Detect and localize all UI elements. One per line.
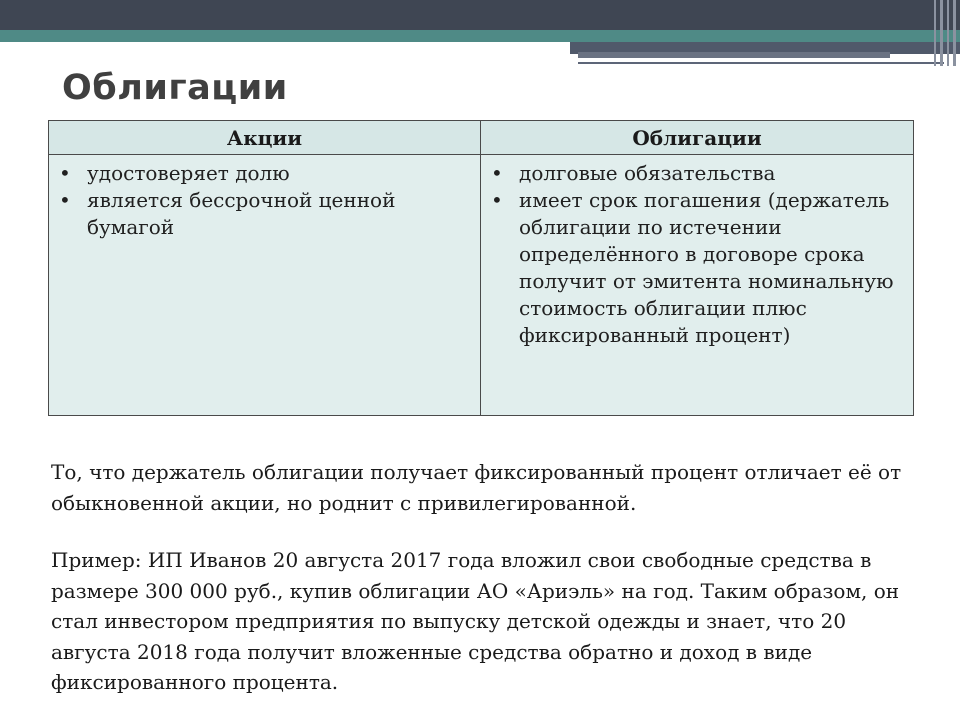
header-stocks: Акции	[49, 121, 481, 155]
list-item: • долговые обязательства	[487, 160, 907, 187]
list-item: • является бессрочной ценной бумагой	[55, 187, 474, 241]
comparison-table	[48, 120, 914, 416]
list-item: • имеет срок погашения (держатель облигации по истечении определённого в договоре срока получит от эмитента номинальную стоимость облигации плюс фиксированный процент)	[487, 187, 907, 349]
slide-teal-stripe	[0, 30, 960, 42]
example-paragraph: Пример: ИП Иванов 20 августа 2017 года вложил свои свободные средства в размере 300 000 руб., купив облигации АО «Ариэль» на год. Таким образом, он стал инвестором предприятия по выпуску детской одежды и знает, что 20 августа 2018 года получит вложенные средства обратно и доход в виде фиксированного процента.	[51, 548, 900, 694]
slide-top-bar	[0, 0, 960, 30]
explanation-paragraph: То, что держатель облигации получает фиксированный процент отличает её от обыкновенной акции, но роднит с привилегированной.	[51, 460, 902, 515]
bonds-cell	[481, 155, 914, 416]
table-header-row	[49, 121, 914, 155]
slide-gray-stripe-inner	[578, 52, 890, 58]
bonds-list	[487, 160, 907, 349]
stocks-cell	[49, 155, 481, 416]
table-row	[49, 155, 914, 416]
header-bonds: Облигации	[481, 121, 914, 155]
slide-corner-lines	[930, 0, 960, 66]
slide-title: Облигации	[62, 68, 288, 108]
list-item: • удостоверяет долю	[55, 160, 474, 187]
slide-thin-stripe	[578, 62, 944, 64]
stocks-list	[55, 160, 474, 241]
